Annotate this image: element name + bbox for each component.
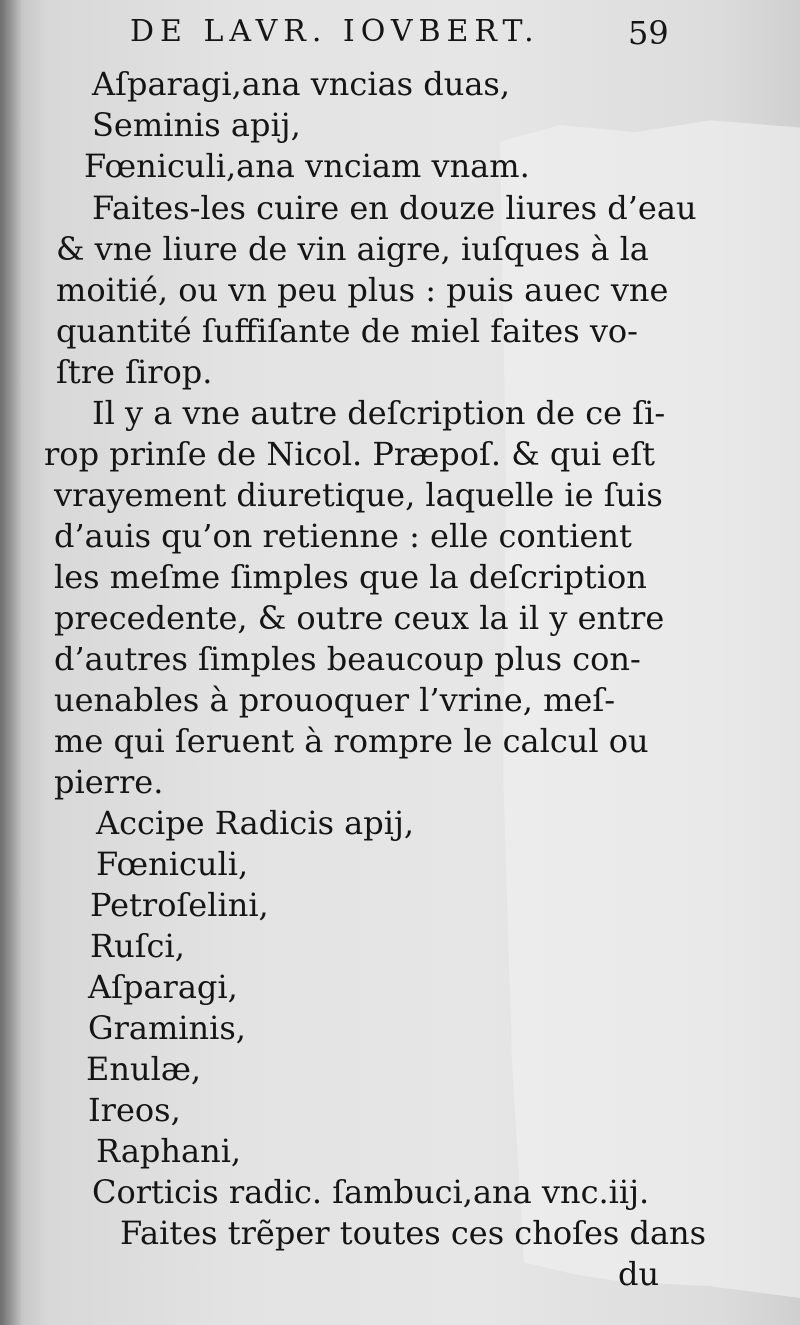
- text-line: precedente, & outre ceux la il y entre: [54, 599, 665, 637]
- text-line: Petroſelini,: [90, 886, 269, 924]
- text-line: Accipe Radicis apij,: [96, 804, 415, 842]
- text-line: les meſme ſimples que la deſcription: [54, 558, 647, 596]
- text-line: Graminis,: [88, 1009, 246, 1047]
- text-line: Corticis radic. ſambuci,ana vnc.iij.: [92, 1173, 650, 1211]
- text-line: rop prinſe de Nicol. Præpoſ. & qui eſt: [44, 435, 656, 473]
- text-line: d’auis qu’on retienne : elle contient: [54, 517, 632, 555]
- text-line: vrayement diuretique, laquelle ie ſuis: [54, 476, 663, 514]
- text-line: Aſparagi,ana vncias duas,: [92, 65, 510, 103]
- text-line: uenables à prouoquer l’vrine, meſ-: [54, 681, 615, 719]
- catchword: du: [618, 1255, 660, 1293]
- text-line: d’autres ſimples beaucoup plus con-: [54, 640, 641, 678]
- page-number: 59: [628, 14, 669, 52]
- text-line: moitié, ou vn peu plus : puis auec vne: [56, 271, 669, 309]
- text-line: Faites trẽper toutes ces choſes dans: [120, 1214, 707, 1252]
- text-line: me qui ſeruent à rompre le calcul ou: [54, 722, 649, 760]
- text-line: Aſparagi,: [88, 968, 238, 1006]
- text-line: ſtre ſirop.: [56, 353, 213, 391]
- text-line: Il y a vne autre deſcription de ce ſi-: [92, 394, 666, 432]
- text-line: Raphani,: [96, 1132, 242, 1170]
- running-head: DE LAVR. IOVBERT.: [130, 14, 540, 49]
- text-line: Ireos,: [88, 1091, 181, 1129]
- text-line: & vne liure de vin aigre, iuſques à la: [56, 230, 649, 268]
- text-line: Faites-les cuire en douze liures d’eau: [92, 189, 697, 227]
- text-line: Seminis apij,: [92, 106, 301, 144]
- text-line: Ruſci,: [90, 927, 185, 965]
- text-line: Fœniculi,ana vnciam vnam.: [84, 147, 530, 185]
- text-line: pierre.: [54, 763, 164, 801]
- text-line: Fœniculi,: [96, 845, 249, 883]
- text-line: quantité ſuffiſante de miel faites vo-: [56, 312, 638, 350]
- text-line: Enulæ,: [86, 1050, 202, 1088]
